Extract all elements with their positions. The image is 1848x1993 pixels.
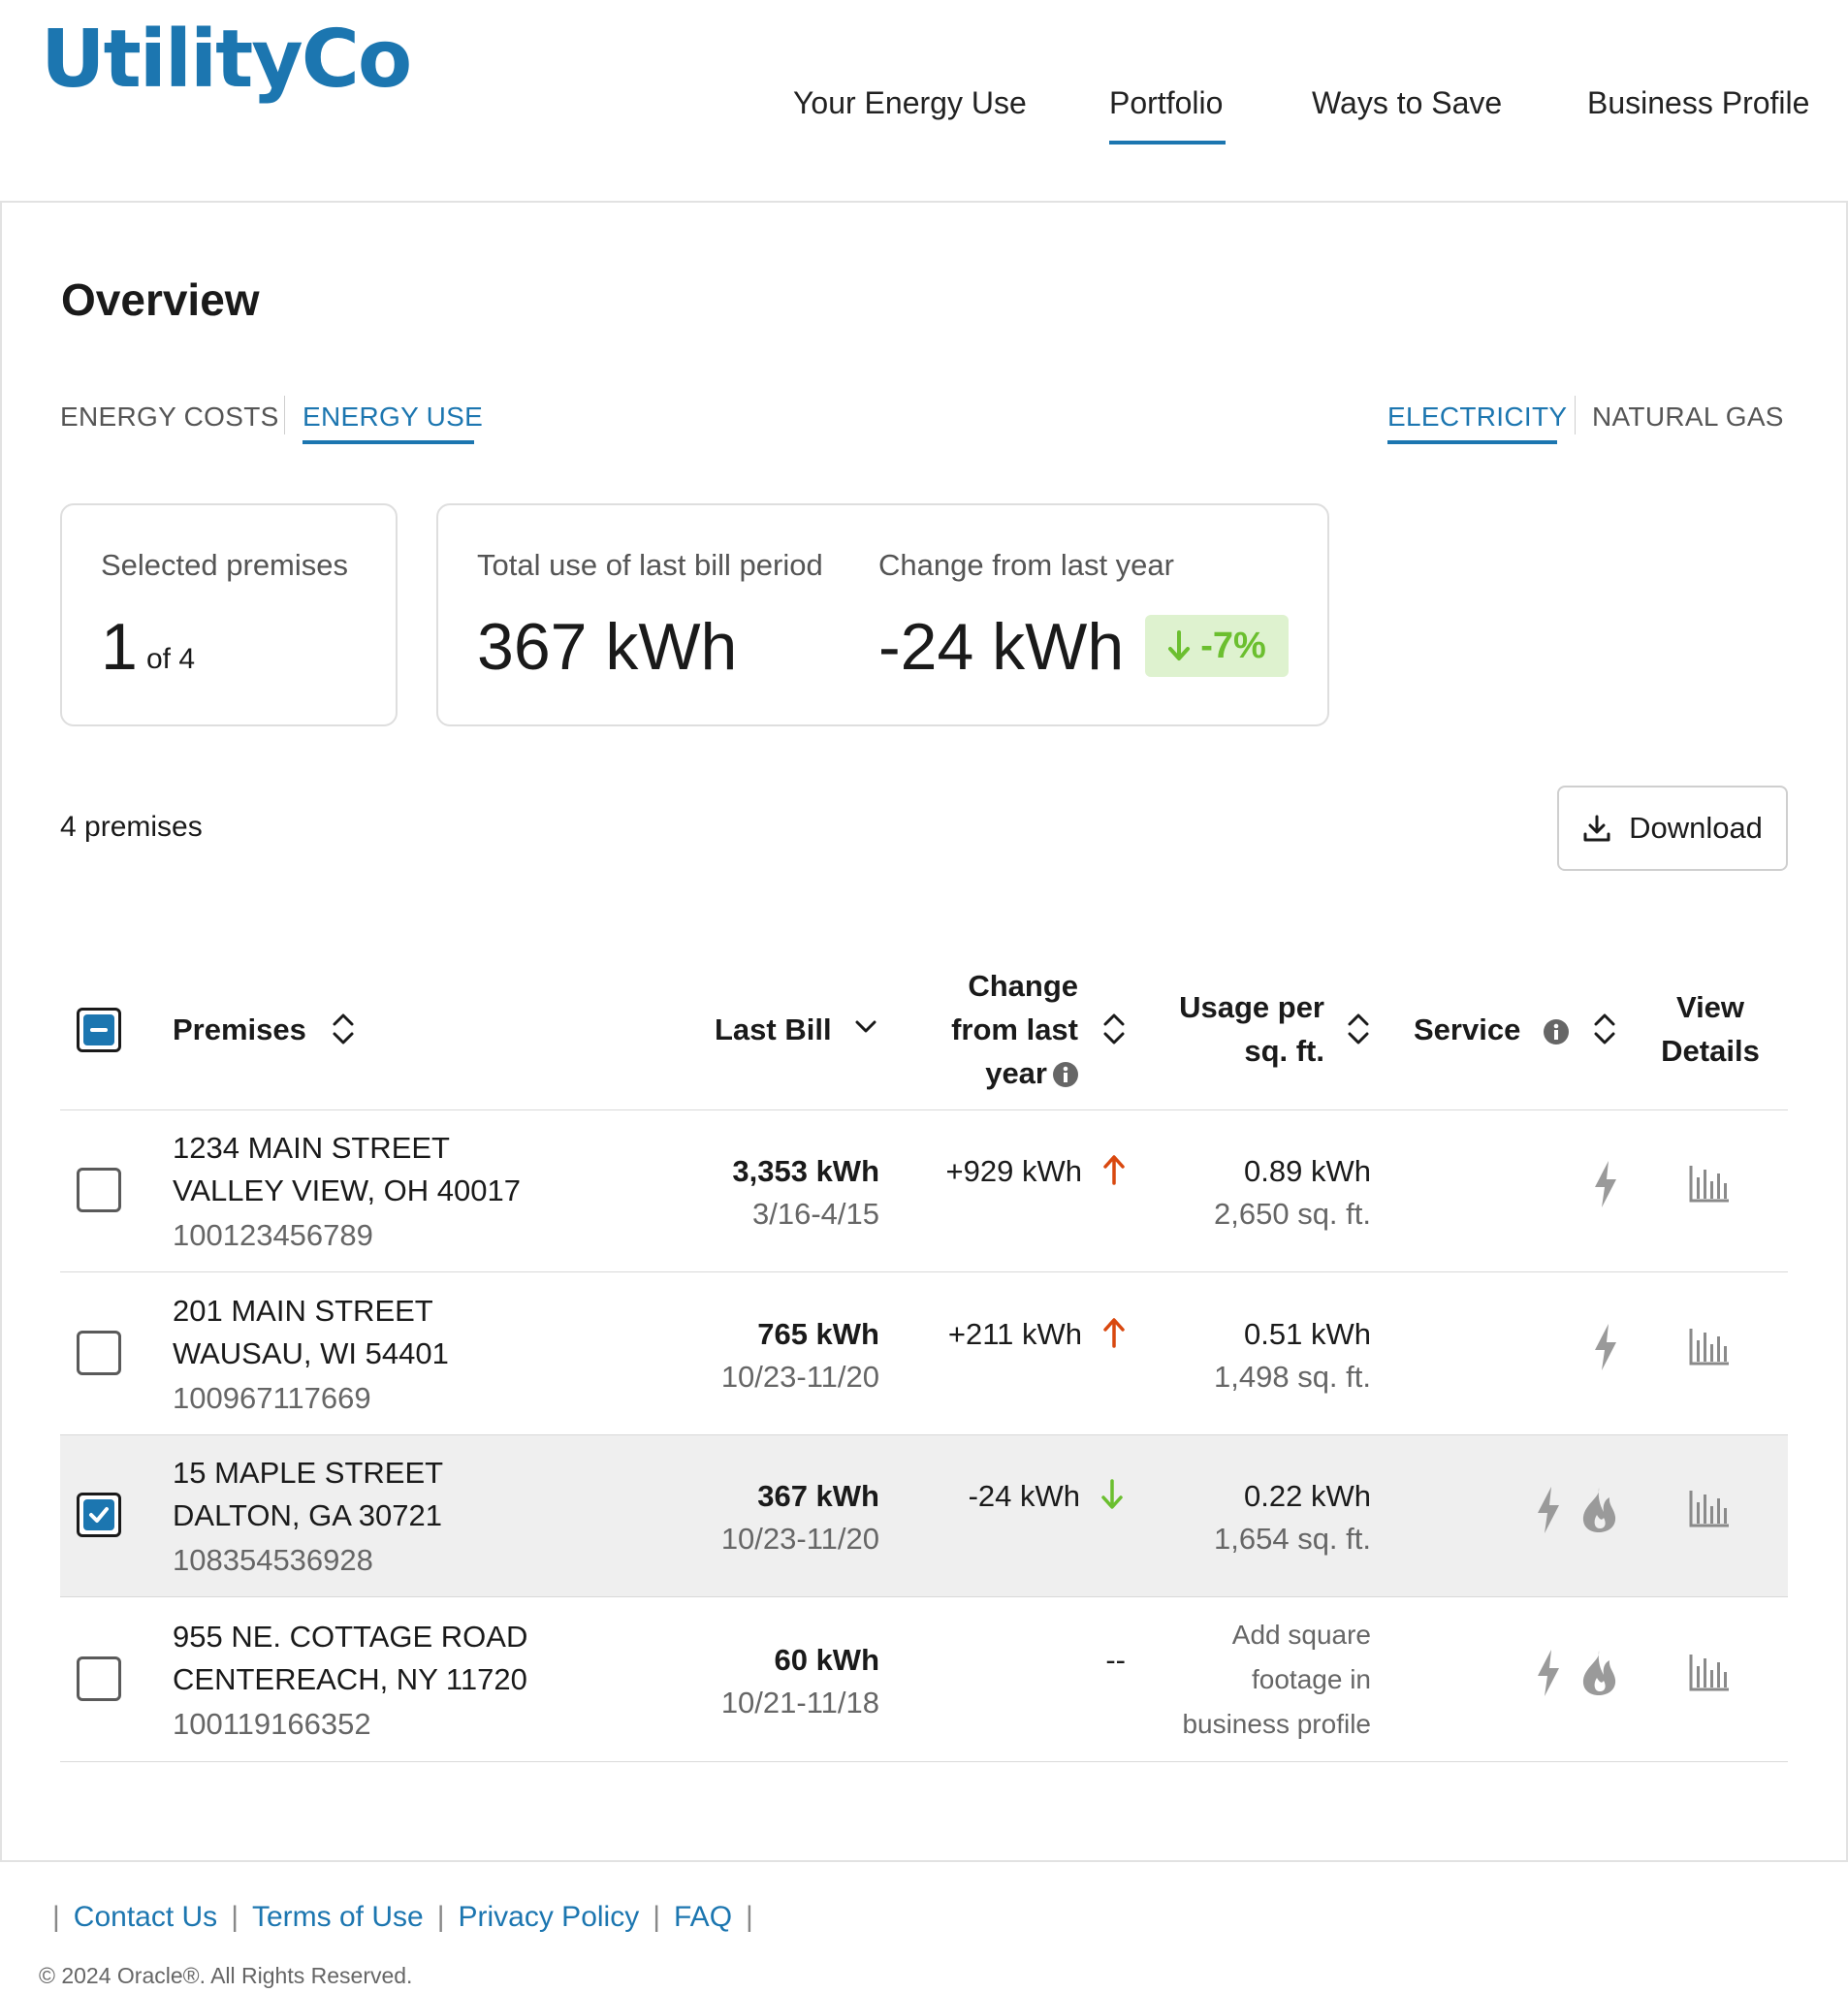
tab-electricity-underline xyxy=(1387,440,1557,444)
total-use-label: Total use of last bill period xyxy=(477,548,823,582)
last-bill-kwh: 367 kWh xyxy=(757,1479,879,1513)
bar-chart-icon[interactable] xyxy=(1688,1164,1731,1203)
row-checkbox[interactable] xyxy=(77,1331,121,1375)
footer-separator: | xyxy=(746,1901,753,1933)
last-bill-kwh: 765 kWh xyxy=(757,1317,879,1351)
footer-separator: | xyxy=(436,1901,445,1933)
nav-active-indicator xyxy=(1109,141,1226,145)
usage-per-sqft: 0.89 kWh xyxy=(1244,1154,1371,1188)
footer-faq[interactable]: FAQ xyxy=(674,1901,733,1933)
table-divider xyxy=(60,1109,1788,1110)
download-icon xyxy=(1582,814,1611,843)
premise-account: 100123456789 xyxy=(173,1218,373,1252)
header-service[interactable]: Service xyxy=(1414,1013,1521,1046)
tab-energy-use-underline xyxy=(303,440,474,444)
header-premises[interactable]: Premises xyxy=(173,1013,306,1046)
fuel-tab-separator xyxy=(1575,396,1576,434)
usage-per-sqft: 0.51 kWh xyxy=(1244,1317,1371,1351)
arrow-down-icon xyxy=(1167,630,1191,661)
bar-chart-icon[interactable] xyxy=(1688,1653,1731,1691)
premise-city: WAUSAU, WI 54401 xyxy=(173,1336,449,1370)
header-usage-line2[interactable]: sq. ft. xyxy=(1244,1034,1324,1068)
nav-portfolio[interactable]: Portfolio xyxy=(1109,85,1224,120)
flame-icon xyxy=(1577,1486,1620,1534)
sort-icon[interactable] xyxy=(331,1012,356,1046)
download-button[interactable] xyxy=(1557,786,1788,871)
tab-separator xyxy=(284,396,285,434)
premise-sqft: 1,498 sq. ft. xyxy=(1214,1360,1371,1394)
download-label: Download xyxy=(1629,811,1763,845)
selected-premises-total: of 4 xyxy=(146,643,196,675)
utilityco-logo[interactable]: UtilityCo xyxy=(41,14,411,106)
sort-icon[interactable] xyxy=(1101,1012,1127,1046)
last-bill-period: 3/16-4/15 xyxy=(752,1197,879,1231)
header-usage-line1[interactable]: Usage per xyxy=(1179,990,1324,1024)
change-percent-value: -7% xyxy=(1200,625,1266,666)
checkmark-icon xyxy=(85,1501,112,1528)
usage-note: footage in xyxy=(1252,1664,1371,1694)
footer-separator: | xyxy=(52,1901,60,1933)
table-divider xyxy=(60,1596,1788,1597)
usage-note: Add square xyxy=(1231,1620,1371,1650)
header-change-line3[interactable]: year xyxy=(985,1056,1047,1090)
premise-street: 201 MAIN STREET xyxy=(173,1294,433,1328)
change-label: Change from last year xyxy=(878,548,1174,582)
selected-premises-count: 1 xyxy=(101,610,138,684)
copyright: © 2024 Oracle®. All Rights Reserved. xyxy=(39,1963,413,1988)
header-view-line1: View xyxy=(1675,990,1745,1024)
info-icon[interactable] xyxy=(1543,1018,1570,1045)
premise-account: 100119166352 xyxy=(173,1707,371,1741)
last-bill-kwh: 60 kWh xyxy=(774,1643,879,1677)
nav-your-energy-use[interactable]: Your Energy Use xyxy=(793,85,1027,120)
change-value: -24 kWh xyxy=(968,1479,1080,1513)
row-checkbox-checked[interactable] xyxy=(77,1493,121,1537)
header-change-line2[interactable]: from last xyxy=(951,1013,1078,1046)
last-bill-period: 10/23-11/20 xyxy=(720,1522,879,1556)
electricity-icon xyxy=(1592,1160,1619,1208)
footer-contact-us[interactable]: Contact Us xyxy=(73,1901,218,1933)
electricity-icon xyxy=(1535,1486,1562,1534)
premise-street: 955 NE. COTTAGE ROAD xyxy=(173,1620,528,1654)
select-all-checkbox[interactable] xyxy=(77,1008,121,1052)
premise-city: VALLEY VIEW, OH 40017 xyxy=(173,1173,521,1207)
footer-separator: | xyxy=(231,1901,239,1933)
footer-privacy-policy[interactable]: Privacy Policy xyxy=(458,1901,640,1933)
last-bill-kwh: 3,353 kWh xyxy=(732,1154,879,1188)
page-title: Overview xyxy=(61,274,260,325)
sort-icon[interactable] xyxy=(1592,1012,1617,1046)
premise-street: 15 MAPLE STREET xyxy=(173,1456,444,1490)
footer-links xyxy=(39,1901,767,1934)
premise-city: DALTON, GA 30721 xyxy=(173,1498,443,1532)
tab-natural-gas[interactable]: NATURAL GAS xyxy=(1592,402,1784,432)
header-view-line2: Details xyxy=(1661,1034,1760,1068)
flame-icon xyxy=(1577,1649,1620,1697)
sort-icon[interactable] xyxy=(1346,1012,1371,1046)
premise-sqft: 1,654 sq. ft. xyxy=(1214,1522,1371,1556)
premise-account: 100967117669 xyxy=(173,1381,371,1415)
bar-chart-icon[interactable] xyxy=(1688,1327,1731,1366)
electricity-icon xyxy=(1592,1323,1619,1371)
info-icon[interactable] xyxy=(1052,1061,1079,1088)
footer-terms-of-use[interactable]: Terms of Use xyxy=(251,1901,424,1933)
electricity-icon xyxy=(1535,1649,1562,1697)
header-change-line1[interactable]: Change xyxy=(968,969,1078,1003)
last-bill-period: 10/23-11/20 xyxy=(720,1360,879,1394)
change-value: -24 kWh xyxy=(878,610,1125,684)
usage-note: business profile xyxy=(1182,1709,1371,1739)
change-value: +211 kWh xyxy=(947,1317,1082,1351)
table-divider xyxy=(60,1761,1788,1762)
change-value: -- xyxy=(1105,1643,1126,1677)
last-bill-period: 10/21-11/18 xyxy=(720,1686,879,1720)
premise-sqft: 2,650 sq. ft. xyxy=(1214,1197,1371,1231)
tab-electricity[interactable]: ELECTRICITY xyxy=(1387,402,1568,432)
premises-count: 4 premises xyxy=(60,811,203,843)
tab-energy-use[interactable]: ENERGY USE xyxy=(303,402,484,432)
bar-chart-icon[interactable] xyxy=(1688,1489,1731,1527)
usage-per-sqft: 0.22 kWh xyxy=(1244,1479,1371,1513)
nav-ways-to-save[interactable]: Ways to Save xyxy=(1312,85,1503,120)
premise-account: 108354536928 xyxy=(173,1543,373,1577)
row-checkbox[interactable] xyxy=(77,1656,121,1701)
footer-separator: | xyxy=(653,1901,661,1933)
header-last-bill[interactable]: Last Bill xyxy=(715,1013,832,1046)
premise-city: CENTEREACH, NY 11720 xyxy=(173,1662,527,1696)
change-value: +929 kWh xyxy=(945,1154,1082,1188)
row-checkbox[interactable] xyxy=(77,1168,121,1212)
premise-street: 1234 MAIN STREET xyxy=(173,1131,450,1165)
total-use-value: 367 kWh xyxy=(477,610,738,684)
nav-business-profile[interactable]: Business Profile xyxy=(1587,85,1810,120)
table-divider xyxy=(60,1271,1788,1272)
change-percent-badge xyxy=(1145,615,1289,677)
tab-energy-costs[interactable]: ENERGY COSTS xyxy=(60,402,279,432)
minus-icon xyxy=(90,1028,108,1032)
selected-premises-label: Selected premises xyxy=(101,548,349,582)
